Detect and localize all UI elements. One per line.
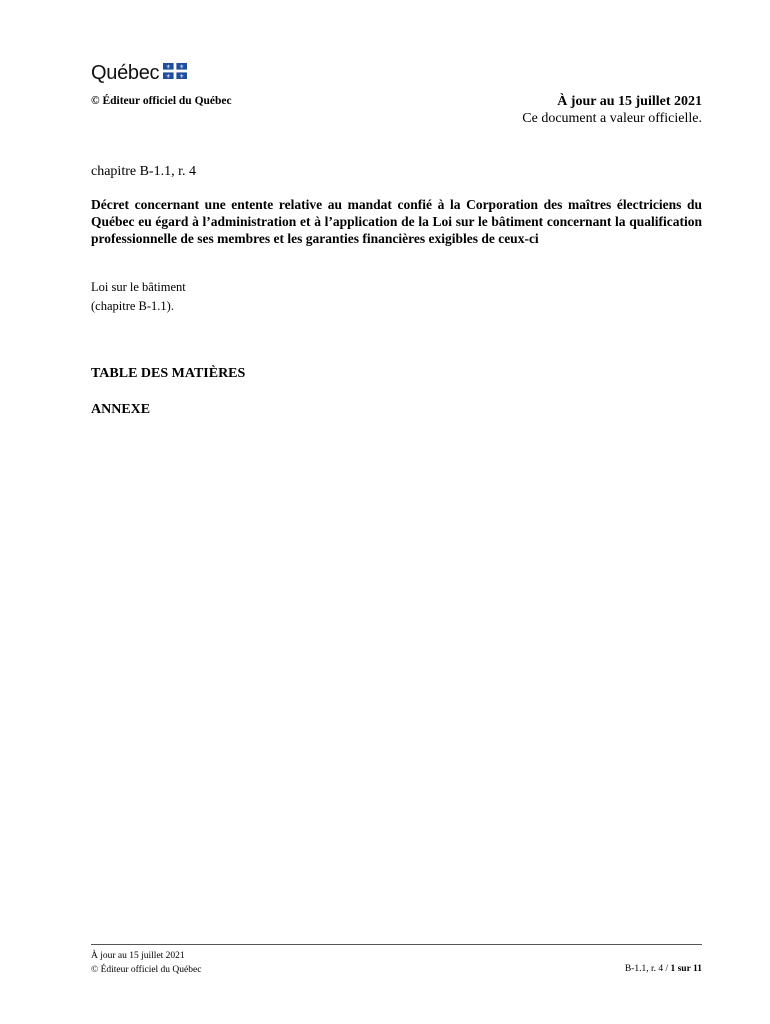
svg-text:⚜: ⚜ bbox=[179, 74, 185, 79]
quebec-flag-icon bbox=[163, 63, 187, 84]
enabling-law bbox=[91, 278, 186, 316]
quebec-logo bbox=[91, 62, 187, 85]
svg-text:⚜: ⚜ bbox=[179, 64, 185, 71]
footer-uptodate: À jour au 15 juillet 2021 bbox=[91, 951, 185, 961]
document-status bbox=[522, 94, 702, 127]
table-of-contents-heading: TABLE DES MATIÈRES bbox=[91, 366, 246, 381]
official-value-note: Ce document a valeur officielle. bbox=[522, 111, 702, 126]
footer-page-ref bbox=[625, 964, 702, 974]
chapter-reference: chapitre B-1.1, r. 4 bbox=[91, 164, 196, 179]
footer-left bbox=[91, 949, 201, 977]
uptodate-date: À jour au 15 juillet 2021 bbox=[557, 94, 702, 109]
logo-wordmark: Québec bbox=[91, 62, 160, 84]
footer-editor: © Éditeur officiel du Québec bbox=[91, 965, 202, 975]
page-number: 1 sur 11 bbox=[670, 964, 702, 974]
editor-credit: © Éditeur officiel du Québec bbox=[91, 95, 232, 107]
document-title: Décret concernant une entente relative au mandat confié à la Corporation des maîtres électriciens du Québec eu égard à l’administration et à l’application de la Loi sur le bâtiment concernant la qualification professionnelle de ses membres et les garanties financières exigibles de ceux-ci bbox=[91, 197, 702, 246]
svg-text:⚜: ⚜ bbox=[166, 64, 172, 71]
annex-heading: ANNEXE bbox=[91, 402, 151, 417]
law-chapter: (chapitre B-1.1). bbox=[91, 299, 174, 313]
footer-reference: B-1.1, r. 4 / bbox=[624, 964, 671, 974]
svg-text:⚜: ⚜ bbox=[166, 74, 172, 79]
law-name: Loi sur le bâtiment bbox=[91, 280, 186, 294]
footer-divider bbox=[91, 944, 702, 945]
